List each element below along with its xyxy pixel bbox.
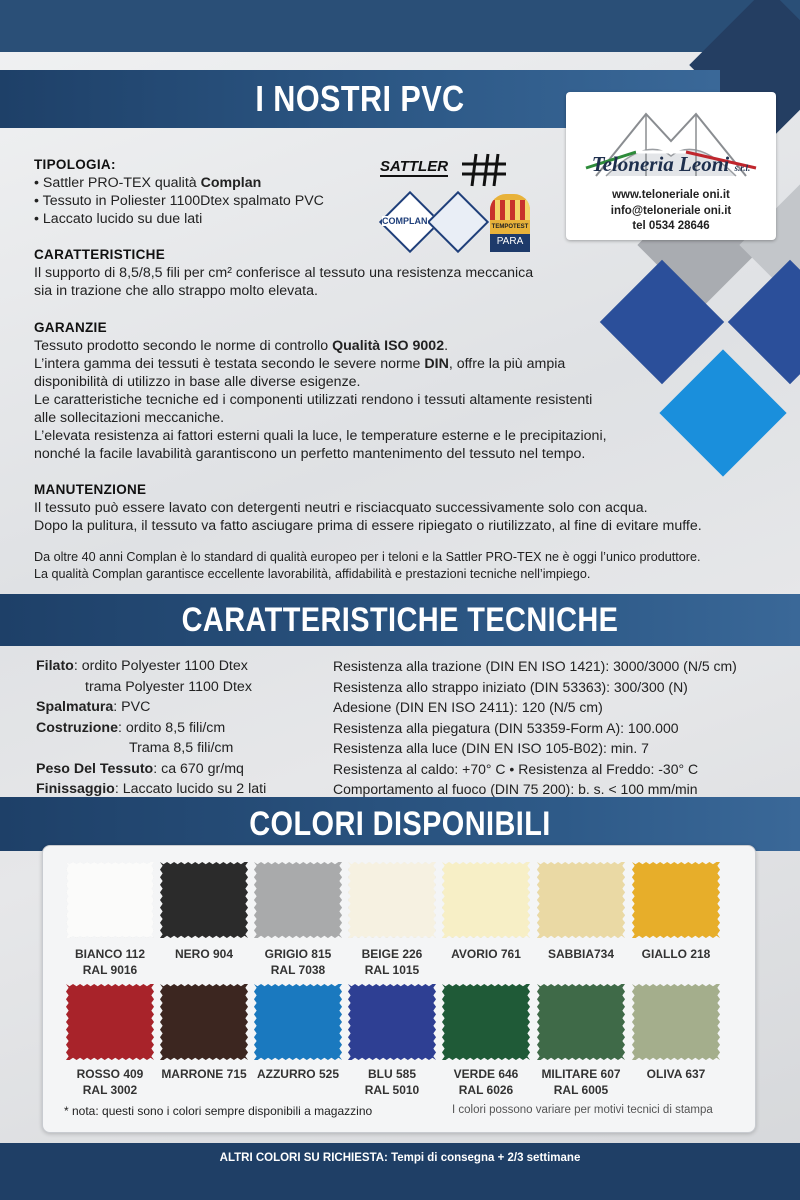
garanzie-section bbox=[34, 319, 634, 463]
colors-section-title: COLORI DISPONIBILI bbox=[249, 804, 551, 843]
color-ral-code: RAL 6026 bbox=[458, 1083, 514, 1097]
tempotest-text: TEMPOTEST bbox=[491, 224, 529, 230]
phone-number: tel 0534 28646 bbox=[632, 220, 710, 232]
color-name: AVORIO 761 bbox=[451, 947, 521, 961]
color-name: ROSSO 409 bbox=[76, 1067, 144, 1081]
sattler-logo-text: SATTLER bbox=[380, 158, 449, 175]
spec-row bbox=[36, 697, 326, 718]
color-label bbox=[626, 1066, 726, 1082]
spec-row bbox=[36, 718, 326, 739]
footer-text: ALTRI COLORI SU RICHIESTA: Tempi di consegna + 2/3 settimane bbox=[219, 1152, 581, 1164]
color-label bbox=[60, 1066, 160, 1098]
color-swatch bbox=[254, 862, 342, 938]
color-swatch bbox=[442, 862, 530, 938]
color-ral-code: RAL 1015 bbox=[364, 963, 420, 977]
spec-label: Filato bbox=[36, 658, 74, 674]
color-swatch bbox=[160, 862, 248, 938]
garanzie-text: Tessuto prodotto secondo le norme di controllo bbox=[34, 338, 333, 354]
color-name: OLIVA 637 bbox=[646, 1067, 706, 1081]
garanzie-text: . bbox=[444, 338, 449, 354]
color-name: MARRONE 715 bbox=[161, 1067, 247, 1081]
color-swatch bbox=[537, 984, 625, 1060]
email-link[interactable]: info@teloneriale oni.it bbox=[610, 204, 732, 217]
garanzie-bold: Qualità ISO 9002 bbox=[332, 338, 445, 354]
manutenzione-section bbox=[34, 481, 734, 535]
spec-value: : Laccato lucido su 2 lati bbox=[114, 781, 267, 797]
footer-bar bbox=[0, 1143, 800, 1200]
color-name: BIANCO 112 bbox=[74, 947, 146, 961]
para-text: PARA bbox=[496, 236, 524, 247]
manutenzione-line: Dopo la pulitura, il tessuto va fatto asciugare prima di essere ripiegato o riutilizzato, al fine di evitare muffe. bbox=[34, 518, 702, 534]
color-label bbox=[342, 1066, 442, 1098]
garanzie-line: disponibilità di utilizzo in base alle diverse esigenze. bbox=[34, 374, 361, 390]
color-label bbox=[248, 946, 348, 978]
tech-section-bar bbox=[0, 594, 800, 646]
caratteristiche-section bbox=[34, 246, 594, 300]
tipologia-item-text: • Tessuto in Poliester 1100Dtex spalmato PVC bbox=[34, 193, 324, 209]
spec-value: trama Polyester 1100 Dtex bbox=[85, 678, 252, 695]
color-ral-code: RAL 6005 bbox=[553, 1083, 609, 1097]
website-link[interactable]: www.teloneriale oni.it bbox=[612, 189, 730, 201]
spec-row bbox=[36, 759, 326, 780]
spec-line: Adesione (DIN EN ISO 2411): 120 (N/5 cm) bbox=[333, 699, 603, 715]
tipologia-item bbox=[34, 210, 374, 228]
color-label bbox=[436, 946, 536, 962]
caratteristiche-heading: CARATTERISTICHE bbox=[34, 247, 165, 262]
tech-specs-left bbox=[36, 656, 326, 800]
sattler-logo bbox=[378, 150, 508, 190]
color-label bbox=[154, 946, 254, 962]
color-name: NERO 904 bbox=[174, 947, 234, 961]
color-swatch bbox=[632, 984, 720, 1060]
top-band bbox=[0, 0, 800, 52]
spec-label: Costruzione bbox=[36, 719, 118, 736]
spec-value: : PVC bbox=[113, 699, 151, 715]
color-name: BEIGE 226 bbox=[361, 947, 423, 961]
color-label bbox=[436, 1066, 536, 1098]
caratteristiche-line: Il supporto di 8,5/8,5 fili per cm² conferisce al tessuto una resistenza meccanica bbox=[34, 265, 534, 281]
color-name: SABBIA734 bbox=[547, 947, 615, 961]
tipologia-item-bold: Complan bbox=[200, 175, 262, 191]
tipologia-item bbox=[34, 174, 374, 192]
garanzie-line: nonché la facile lavabilità garantiscono un perfetto mantenimento del tessuto nel tempo. bbox=[34, 446, 586, 462]
color-label bbox=[60, 946, 160, 978]
tipologia-item-text: • Sattler PRO-TEX qualità bbox=[34, 175, 201, 191]
complan-note-line: La qualità Complan garantisce eccellente lavorabilità, affidabilità e prestazioni tecniche nell’impiego. bbox=[34, 567, 591, 581]
spec-line: Resistenza allo strappo iniziato (DIN 53363): 300/300 (N) bbox=[333, 678, 688, 695]
garanzie-text: , offre la più ampia bbox=[448, 356, 566, 372]
color-label bbox=[531, 946, 631, 962]
spec-line: Resistenza al caldo: +70° C • Resistenza al Freddo: -30° C bbox=[333, 760, 699, 777]
garanzie-line: alle sollecitazioni meccaniche. bbox=[34, 410, 225, 426]
tipologia-section bbox=[34, 156, 374, 228]
garanzie-line bbox=[34, 337, 634, 355]
color-swatch bbox=[160, 984, 248, 1060]
spec-label: Peso Del Tessuto bbox=[36, 760, 154, 777]
page-title: I NOSTRI PVC bbox=[255, 78, 465, 119]
company-name: Teloneria Leoni bbox=[591, 152, 730, 176]
complan-logo-text: COMPLAN bbox=[382, 216, 428, 226]
manutenzione-line: Il tessuto può essere lavato con detergenti neutri e risciacquato successivamente solo con acqua. bbox=[34, 500, 648, 516]
spec-value: : ca 670 gr/mq bbox=[153, 760, 244, 777]
colors-note-right: I colori possono variare per motivi tecnici di stampa bbox=[452, 1104, 713, 1116]
color-ral-code: RAL 9016 bbox=[82, 963, 138, 977]
tech-specs-right bbox=[333, 656, 773, 800]
garanzie-line bbox=[34, 355, 634, 373]
colors-section-bar bbox=[0, 797, 800, 851]
color-ral-code: RAL 5010 bbox=[364, 1083, 420, 1097]
tipologia-heading: TIPOLOGIA: bbox=[34, 157, 116, 172]
tempotest-para-logo bbox=[490, 194, 530, 252]
color-swatch bbox=[254, 984, 342, 1060]
spec-row bbox=[36, 677, 326, 698]
color-label bbox=[342, 946, 442, 978]
color-swatch bbox=[442, 984, 530, 1060]
color-swatch bbox=[66, 984, 154, 1060]
complan-note bbox=[34, 549, 774, 583]
spec-line: Comportamento al fuoco (DIN 75 200): b. s. < 100 mm/min bbox=[333, 781, 698, 797]
spec-row bbox=[36, 738, 326, 759]
color-label bbox=[154, 1066, 254, 1082]
color-name: BLU 585 bbox=[367, 1067, 417, 1081]
color-name: GRIGIO 815 bbox=[264, 947, 332, 961]
company-logo-box bbox=[566, 92, 776, 240]
color-swatch bbox=[632, 862, 720, 938]
color-name: AZZURRO 525 bbox=[256, 1067, 339, 1081]
color-swatch bbox=[348, 862, 436, 938]
garanzie-line: L’elevata resistenza ai fattori esterni quali la luce, le temperature esterne e le precipitazioni, bbox=[34, 428, 607, 444]
manutenzione-heading: MANUTENZIONE bbox=[34, 482, 147, 497]
color-label bbox=[531, 1066, 631, 1098]
spec-value: Trama 8,5 fili/cm bbox=[129, 740, 234, 756]
spec-line: Resistenza alla luce (DIN EN ISO 105-B02): min. 7 bbox=[333, 740, 649, 756]
color-name: MILITARE 607 bbox=[541, 1067, 621, 1081]
garanzie-bold: DIN bbox=[424, 356, 449, 372]
garanzie-heading: GARANZIE bbox=[34, 320, 107, 335]
tech-section-title: CARATTERISTICHE TECNICHE bbox=[181, 600, 619, 639]
spec-label: Spalmatura bbox=[36, 699, 114, 715]
spec-value: : ordito Polyester 1100 Dtex bbox=[73, 658, 248, 674]
spec-value: : ordito 8,5 fili/cm bbox=[117, 719, 226, 736]
spec-line: Resistenza alla trazione (DIN EN ISO 1421): 3000/3000 (N/5 cm) bbox=[333, 658, 737, 674]
color-name: GIALLO 218 bbox=[641, 947, 711, 961]
spec-row bbox=[36, 656, 326, 677]
caratteristiche-line: sia in trazione che allo strappo molto elevata. bbox=[34, 283, 318, 299]
color-ral-code: RAL 3002 bbox=[82, 1083, 138, 1097]
color-name: VERDE 646 bbox=[453, 1067, 519, 1081]
colors-note-left: * nota: questi sono i colori sempre disponibili a magazzino bbox=[64, 1104, 373, 1118]
complan-note-line: Da oltre 40 anni Complan è lo standard di qualità europeo per i teloni e la Sattler PRO-TEX ne è oggi l’unico produttore. bbox=[34, 550, 701, 564]
color-label bbox=[626, 946, 726, 962]
color-label bbox=[248, 1066, 348, 1082]
garanzie-text: L’intera gamma dei tessuti è testata secondo le severe norme bbox=[34, 356, 425, 372]
spec-line: Resistenza alla piegatura (DIN 53359-Form A): 100.000 bbox=[333, 719, 679, 736]
tipologia-item-text: • Laccato lucido su due lati bbox=[34, 211, 203, 227]
company-suffix: s.r.l. bbox=[734, 163, 751, 173]
color-ral-code: RAL 7038 bbox=[270, 963, 326, 977]
spec-label: Finissaggio bbox=[36, 781, 115, 797]
color-swatch bbox=[66, 862, 154, 938]
color-swatch bbox=[537, 862, 625, 938]
tipologia-item bbox=[34, 192, 374, 210]
garanzie-line: Le caratteristiche tecniche ed i componenti utilizzati rendono i tessuti altamente resistenti bbox=[34, 392, 593, 408]
color-swatch bbox=[348, 984, 436, 1060]
sattler-mark-icon bbox=[462, 152, 506, 188]
